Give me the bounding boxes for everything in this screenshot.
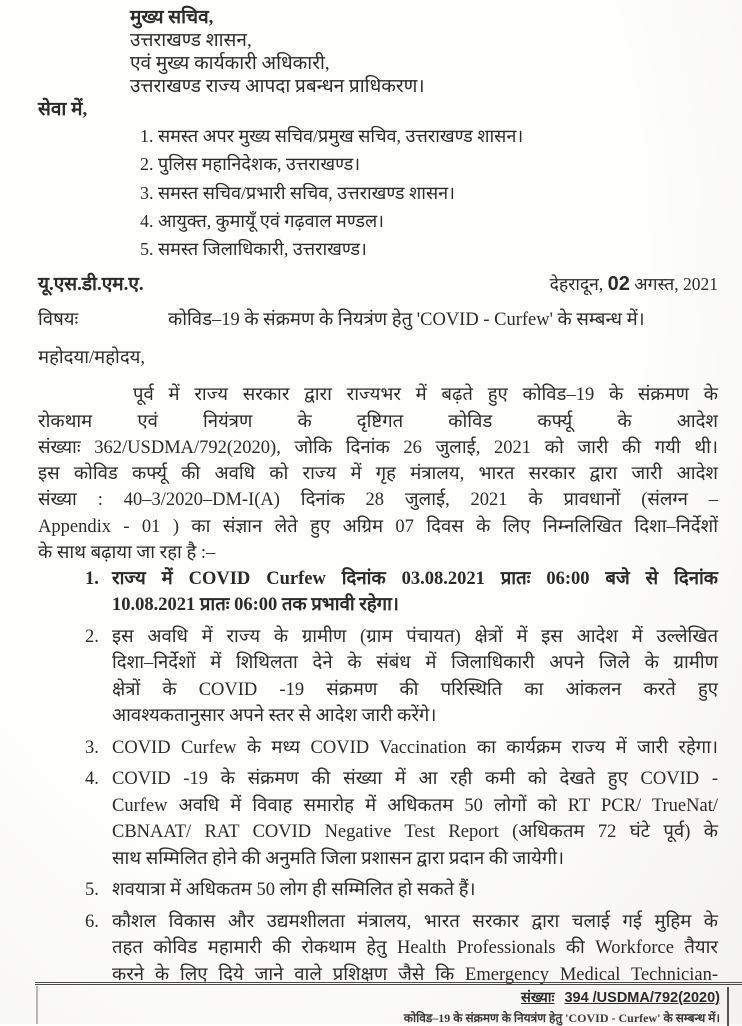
directive-line: COVID -19 के संक्रमण की संख्या में आ रही कमी को देखते हुए COVID - <box>112 769 718 790</box>
directive-line: कौशल विकास और उद्यमशीलता मंत्रालय, भारत सरकार द्वारा चलाई गई मुहिम के <box>112 911 718 932</box>
directive-item <box>38 735 718 762</box>
directive-line: इस अवधि में राज्य के ग्रामीण (ग्राम पंचायत) क्षेत्रों में इस आदेश में उल्लेखित <box>112 626 718 647</box>
subject-row <box>38 307 718 333</box>
recipient-item: 5. समस्त जिलाधिकारी, उत्तराखण्ड। <box>140 239 367 260</box>
intro-line: संख्याः 362/USDMA/792(2020), जोकि दिनांक 26 जुलाई, 2021 को जारी की गयी थी। <box>38 437 718 458</box>
directive-item <box>38 566 718 619</box>
footer-divider <box>35 982 742 985</box>
intro-line: के साथ बढ़ाया जा रहा है :– <box>38 542 216 563</box>
subject-label: विषयः <box>38 310 79 331</box>
org-abbreviation: यू.एस.डी.एम.ए. <box>38 274 144 296</box>
directive-line: दिशा–निर्देशों में शिथिलता देने के संबंध में जिलाधिकारी अपने जिले के ग्रामीण <box>112 653 718 674</box>
footer-order-number <box>364 987 720 1007</box>
directive-text <box>112 877 718 904</box>
letterhead-line: एवं मुख्य कार्यकारी अधिकारी, <box>130 53 330 74</box>
directive-number: 3. <box>85 737 99 758</box>
letterhead-line: उत्तराखण्ड शासन, <box>130 30 252 51</box>
date-day: 02 <box>607 273 630 296</box>
footer-number-label: संख्याः <box>521 990 555 1006</box>
letterhead <box>130 6 718 98</box>
subject-text: कोविड–19 के संक्रमण के नियत्रंण हेतु 'COVID - Curfew' के सम्बन्ध में। <box>168 310 645 331</box>
intro-line: पूर्व में राज्य सरकार द्वारा राज्यभर में बढ़ते हुए कोविड–19 के संक्रमण के <box>133 385 718 406</box>
greeting: महोदया/महोदय, <box>38 348 146 369</box>
directive-text <box>112 735 718 762</box>
directive-number: 6. <box>85 911 99 932</box>
directive-item <box>38 877 718 904</box>
directive-number: 4. <box>85 769 99 790</box>
intro-paragraph <box>38 382 718 565</box>
intro-line: संख्या : 40–3/2020–DM-I(A) दिनांक 28 जुलाई, 2021 के प्रावधानों (संलग्न – <box>38 490 718 511</box>
recipient-item: 2. पुलिस महानिदेशक, उत्तराखण्ड। <box>140 154 361 175</box>
directive-item <box>38 624 718 730</box>
directive-line: साथ सम्मिलित होने की अनुमति जिला प्रशासन द्वारा प्रदान की जायेगी। <box>112 848 565 869</box>
directive-item <box>38 766 718 872</box>
directive-line: आवश्यकतानुसार अपने स्तर से आदेश जारी करेंगे। <box>112 706 437 727</box>
directive-line: 10.08.2021 प्रातः 06:00 तक प्रभावी रहेगा। <box>112 595 399 616</box>
directive-number: 5. <box>85 880 99 901</box>
directive-item <box>38 909 718 989</box>
directive-line: राज्य में COVID Curfew दिनांक 03.08.2021 प्रातः 06:00 बजे से दिनांक <box>112 568 718 589</box>
recipients-list <box>140 122 718 263</box>
directive-number: 1. <box>85 568 99 589</box>
directive-line: शवयात्रा में अधिकतम 50 लोग ही सम्मिलित हो सकते हैं। <box>112 880 476 901</box>
salutation-to: सेवा में, <box>38 99 88 120</box>
recipient-item: 1. समस्त अपर मुख्य सचिव/प्रमुख सचिव, उत्तराखण्ड शासन। <box>140 126 524 146</box>
intro-line: इस कोविड कर्फ्यू की अवधि को राज्य में गृह मंत्रालय, भारत सरकार द्वारा जारी आदेश <box>38 464 718 485</box>
date-month-year: अगस्त, 2021 <box>634 274 718 295</box>
directive-line: तहत कोविड महामारी की रोकथाम हेतु Health Professionals की Workforce तैयार <box>112 938 718 959</box>
directive-line: करने के लिए दिये जाने वाले प्रशिक्षण जैसे कि Emergency Medical Technician- <box>112 964 718 985</box>
footer-left-edge-line <box>36 986 38 1024</box>
directive-text <box>112 909 718 989</box>
letterhead-line: उत्तराखण्ड राज्य आपदा प्रबन्धन प्राधिकरण। <box>130 76 425 97</box>
directive-line: CBNAAT/ RAT COVID Negative Test Report (अधिकतम 72 घंटे पूर्व) के <box>112 822 718 843</box>
directive-text <box>112 566 718 619</box>
directive-line: COVID Curfew के मध्य COVID Vaccination का कार्यक्रम राज्य में जारी रहेगा। <box>112 737 718 758</box>
place: देहरादून, <box>549 274 604 295</box>
directive-text <box>112 624 718 730</box>
directive-line: क्षेत्रों के COVID -19 संक्रमण की परिस्थिति का आंकलन करते हुए <box>112 679 718 700</box>
place-date <box>550 271 718 297</box>
directives-list <box>38 566 718 989</box>
intro-line: Appendix - 01 ) का संज्ञान लेते हुए अग्रिम 07 दिवस के लिए निम्नलिखित दिशा–निर्देशों <box>38 516 718 537</box>
reference-row <box>38 271 718 298</box>
directive-text <box>112 766 718 872</box>
directive-line: Curfew अवधि में विवाह समारोह में अधिकतम 50 लोगों को RT PCR/ TrueNat/ <box>112 795 718 816</box>
recipient-item: 4. आयुक्त, कुमायूँ एवं गढ़वाल मण्डल। <box>140 210 385 231</box>
intro-line: रोकथाम एवं नियंत्रण के दृष्टिगत कोविड कर्फ्यू के आदेश <box>38 411 718 432</box>
footer-reference-stamp <box>364 987 729 1026</box>
directive-number: 2. <box>85 626 99 647</box>
letterhead-line: मुख्य सचिव, <box>130 7 214 28</box>
footer-subject-line: कोविड–19 के संक्रमण के नियत्रंण हेतु 'COVID - Curfew' के सम्बन्ध में। <box>403 1011 720 1025</box>
recipient-item: 3. समस्त सचिव/प्रभारी सचिव, उत्तराखण्ड शासन। <box>140 182 455 203</box>
footer-number-value: 394 /USDMA/792(2020) <box>564 990 720 1006</box>
